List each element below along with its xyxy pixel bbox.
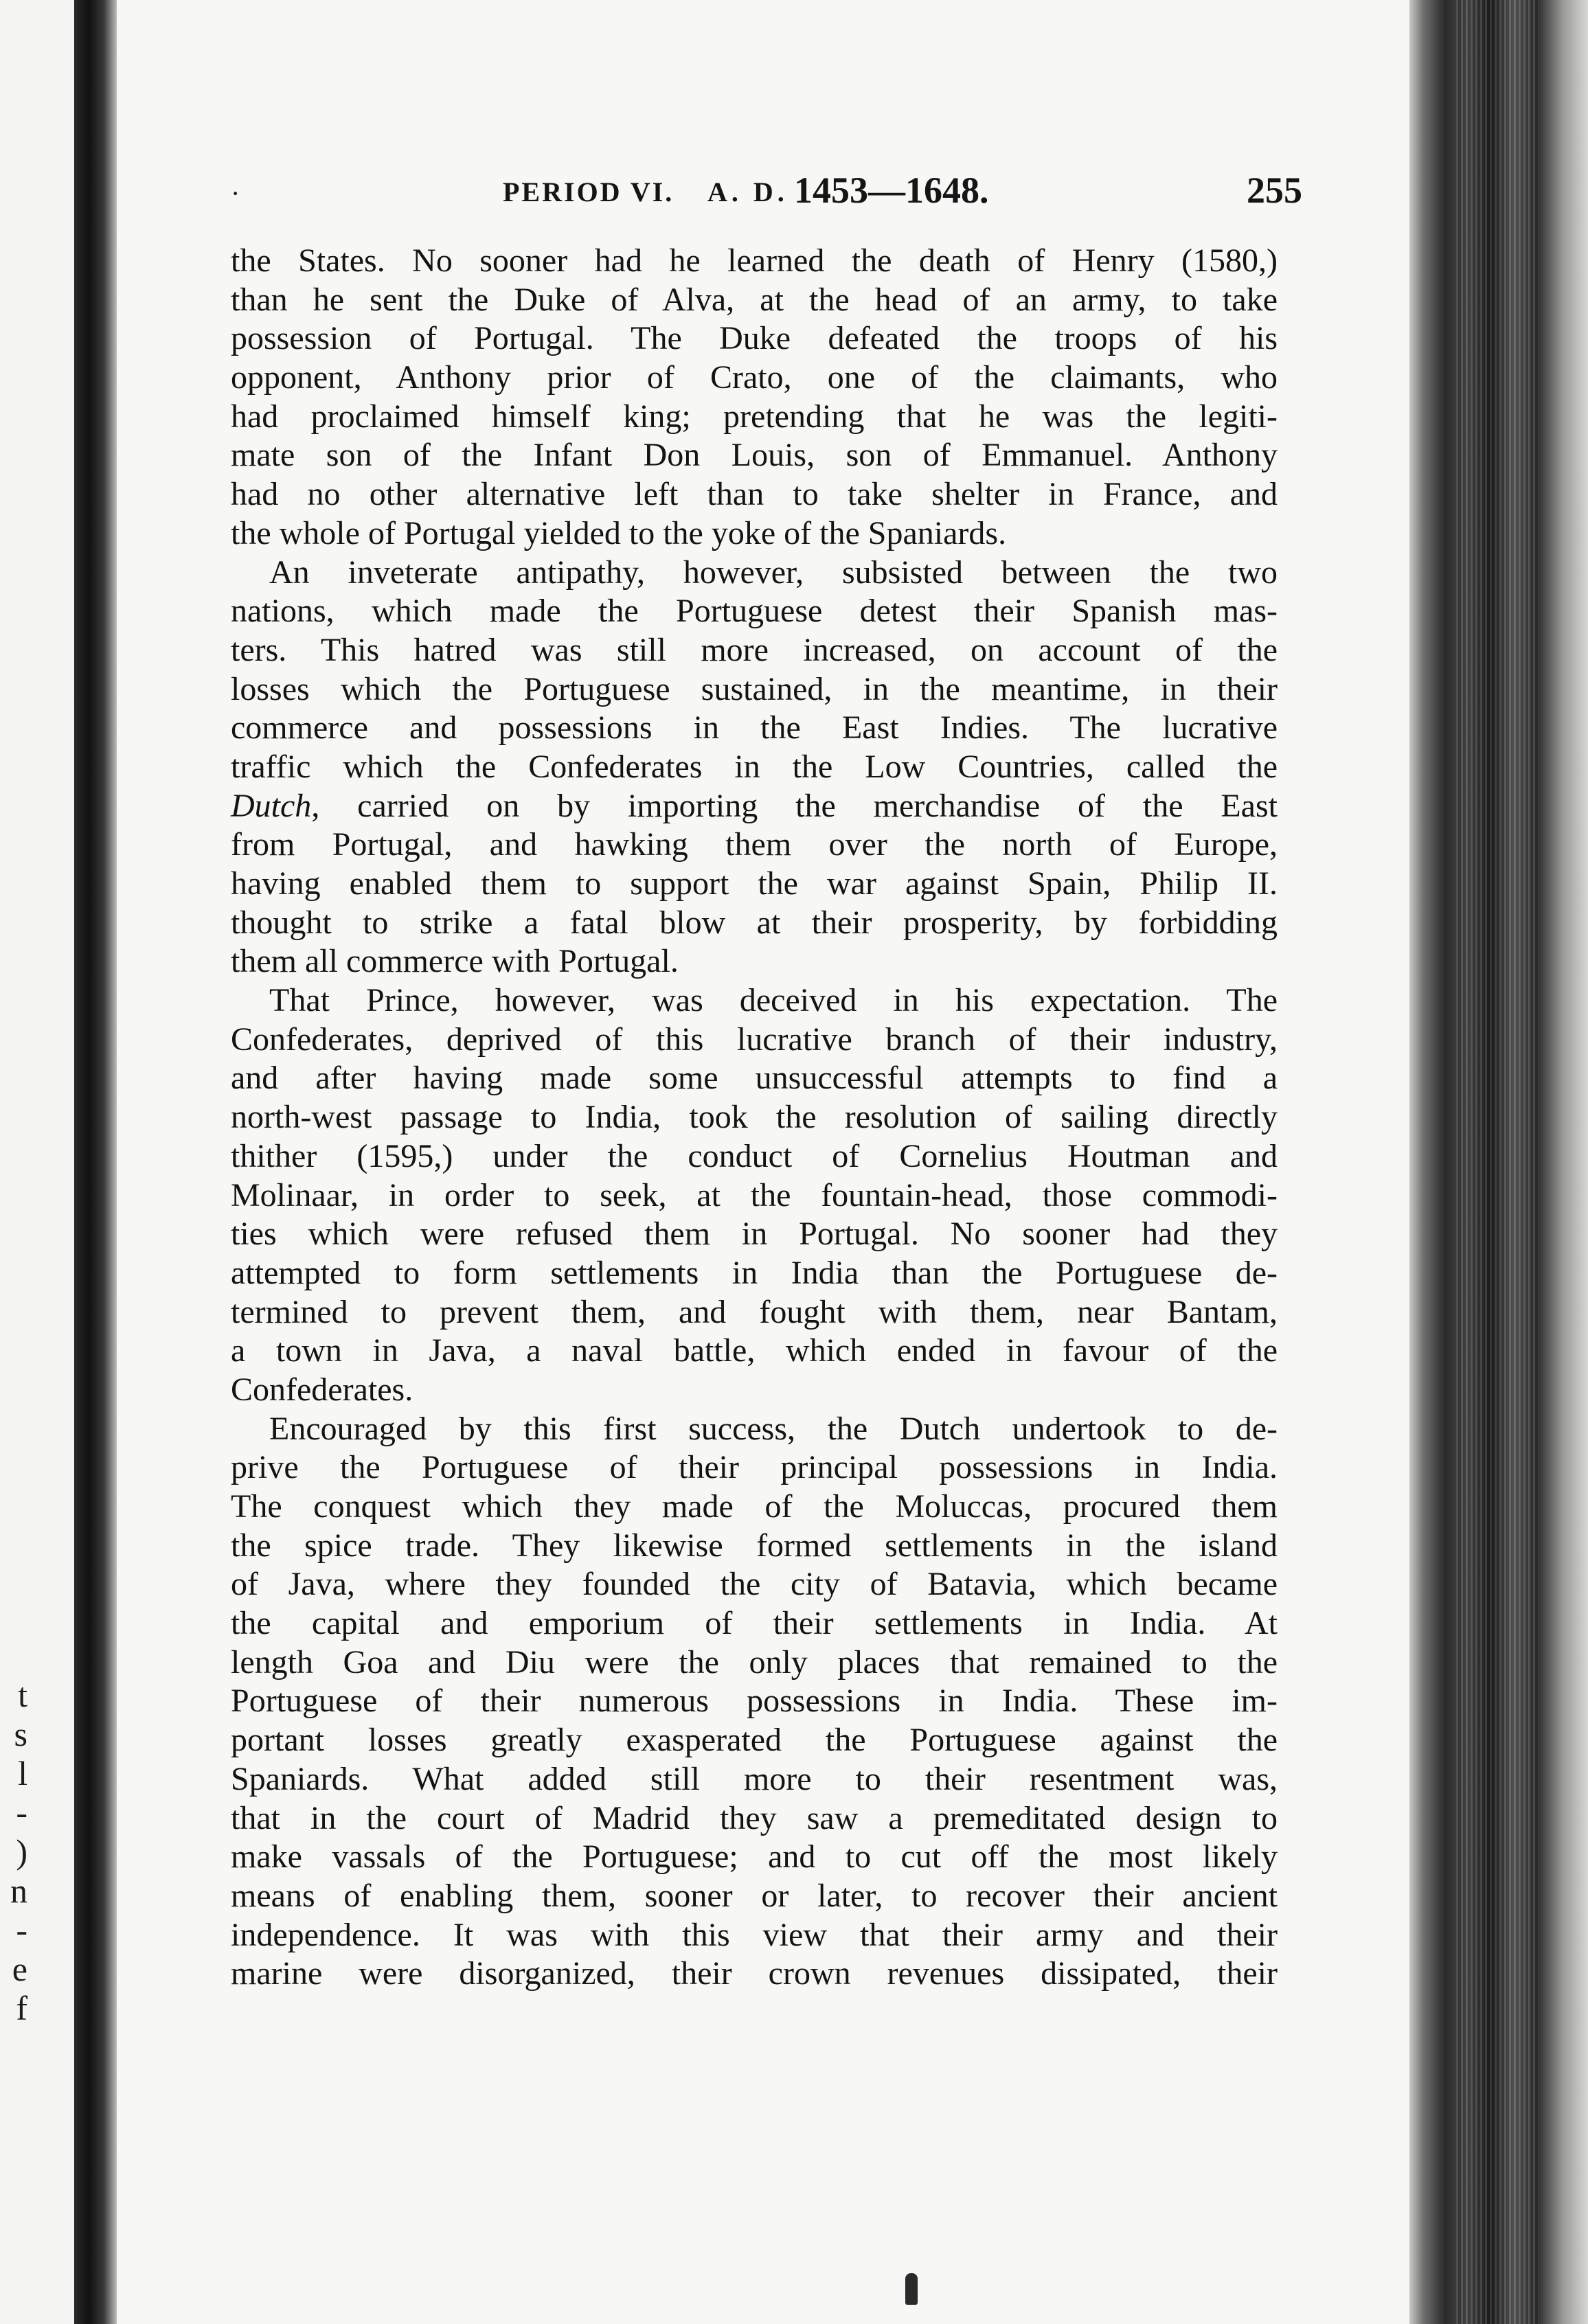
header-period: PERIOD VI. <box>503 176 674 207</box>
text-line: mate son of the Infant Don Louis, son of Emmanuel. Anthony <box>231 437 1278 474</box>
facing-page-fragment: l <box>18 1754 27 1792</box>
facing-page-fragment: ) <box>16 1832 27 1871</box>
bottom-ink-mark <box>905 2273 918 2305</box>
text-line: from Portugal, and hawking them over the north of Europe, <box>231 826 1278 863</box>
body-text <box>231 242 1278 1994</box>
text-line: the whole of Portugal yielded to the yoke of the Spaniards. <box>231 514 1007 551</box>
header-era: A. D. <box>707 176 789 207</box>
running-header <box>231 170 1302 221</box>
text-line: had proclaimed himself king; pretending that he was the legiti- <box>231 398 1278 435</box>
facing-page-fragment: t <box>18 1676 27 1714</box>
facing-page-fragment: f <box>16 1989 27 2027</box>
text-line: ters. This hatred was still more increased, on account of the <box>231 631 1278 668</box>
text-line: length Goa and Diu were the only places that remained to the <box>231 1643 1278 1681</box>
text-line: That Prince, however, was deceived in his expectation. The <box>269 982 1278 1019</box>
text-line: nations, which made the Portuguese detest their Spanish mas- <box>231 593 1278 630</box>
facing-page-fragment: - <box>16 1911 27 1949</box>
text-line: that in the court of Madrid they saw a premeditated design to <box>231 1799 1278 1836</box>
text-line: than he sent the Duke of Alva, at the head of an army, to take <box>231 281 1278 318</box>
text-line: the spice trade. They likewise formed settlements in the island <box>231 1527 1278 1564</box>
text-line: traffic which the Confederates in the Low Countries, called the <box>231 748 1278 785</box>
text-line: Encouraged by this first success, the Dutch undertook to de- <box>269 1410 1278 1447</box>
header-bullet: · <box>231 178 240 209</box>
text-line: An inveterate antipathy, however, subsisted between the two <box>269 554 1278 591</box>
text-line: losses which the Portuguese sustained, in the meantime, in their <box>231 670 1278 707</box>
text-line: thought to strike a fatal blow at their prosperity, by forbidding <box>231 904 1278 941</box>
text-line: the States. No sooner had he learned the death of Henry (1580,) <box>231 242 1278 279</box>
text-line: commerce and possessions in the East Indies. The lucrative <box>231 709 1278 747</box>
text-line: independence. It was with this view that their army and their <box>231 1916 1278 1953</box>
text-line: them all commerce with Portugal. <box>231 943 679 980</box>
header-years: 1453—1648. <box>794 170 989 211</box>
text-line: and after having made some unsuccessful attempts to find a <box>231 1060 1278 1097</box>
text-line: ties which were refused them in Portugal. No sooner had they <box>231 1216 1278 1253</box>
facing-page-edge <box>0 0 81 2324</box>
text-line: thither (1595,) under the conduct of Cornelius Houtman and <box>231 1137 1278 1174</box>
text-line: Portuguese of their numerous possessions in India. These im- <box>231 1683 1278 1720</box>
facing-page-fragment: n <box>10 1871 27 1910</box>
text-line: opponent, Anthony prior of Crato, one of the claimants, who <box>231 359 1278 396</box>
text-line: portant losses greatly exasperated the Portuguese against the <box>231 1722 1278 1759</box>
text-line: had no other alternative left than to take shelter in France, and <box>231 476 1278 513</box>
text-line: having enabled them to support the war against Spain, Philip II. <box>231 865 1278 902</box>
text-line: a town in Java, a naval battle, which ended in favour of the <box>231 1332 1278 1369</box>
text-line: marine were disorganized, their crown revenues dissipated, their <box>231 1955 1278 1992</box>
text-line: of Java, where they founded the city of Batavia, which became <box>231 1566 1278 1603</box>
text-line: attempted to form settlements in India than the Portuguese de- <box>231 1254 1278 1291</box>
text-line: Molinaar, in order to seek, at the fountain-head, those commodi- <box>231 1176 1278 1214</box>
text-line: north-west passage to India, took the resolution of sailing directly <box>231 1099 1278 1136</box>
text-line: make vassals of the Portuguese; and to cut off the most likely <box>231 1838 1278 1876</box>
text-line: possession of Portugal. The Duke defeated the troops of his <box>231 320 1278 357</box>
text-line: Confederates, deprived of this lucrative branch of their industry, <box>231 1021 1278 1058</box>
facing-page-fragment: e <box>12 1950 27 1988</box>
text-line: The conquest which they made of the Moluccas, procured them <box>231 1488 1278 1525</box>
text-line: Confederates. <box>231 1371 413 1408</box>
text-line: Dutch, carried on by importing the merchandise of the East <box>231 787 1278 824</box>
italic-word: Dutch <box>231 787 312 824</box>
facing-page-text-fragments <box>0 1676 27 2028</box>
page-number: 255 <box>1247 170 1302 211</box>
text-line: prive the Portuguese of their principal possessions in India. <box>231 1449 1278 1486</box>
text-line: the capital and emporium of their settlements in India. At <box>231 1605 1278 1642</box>
text-line: termined to prevent them, and fought with them, near Bantam, <box>231 1293 1278 1330</box>
facing-page-fragment: - <box>16 1793 27 1832</box>
book-gutter <box>74 0 117 2324</box>
facing-page-fragment: s <box>14 1715 27 1753</box>
text-line: Spaniards. What added still more to their resentment was, <box>231 1760 1278 1797</box>
text-line: means of enabling them, sooner or later, to recover their ancient <box>231 1877 1278 1914</box>
page-edge-texture <box>1456 0 1539 2324</box>
